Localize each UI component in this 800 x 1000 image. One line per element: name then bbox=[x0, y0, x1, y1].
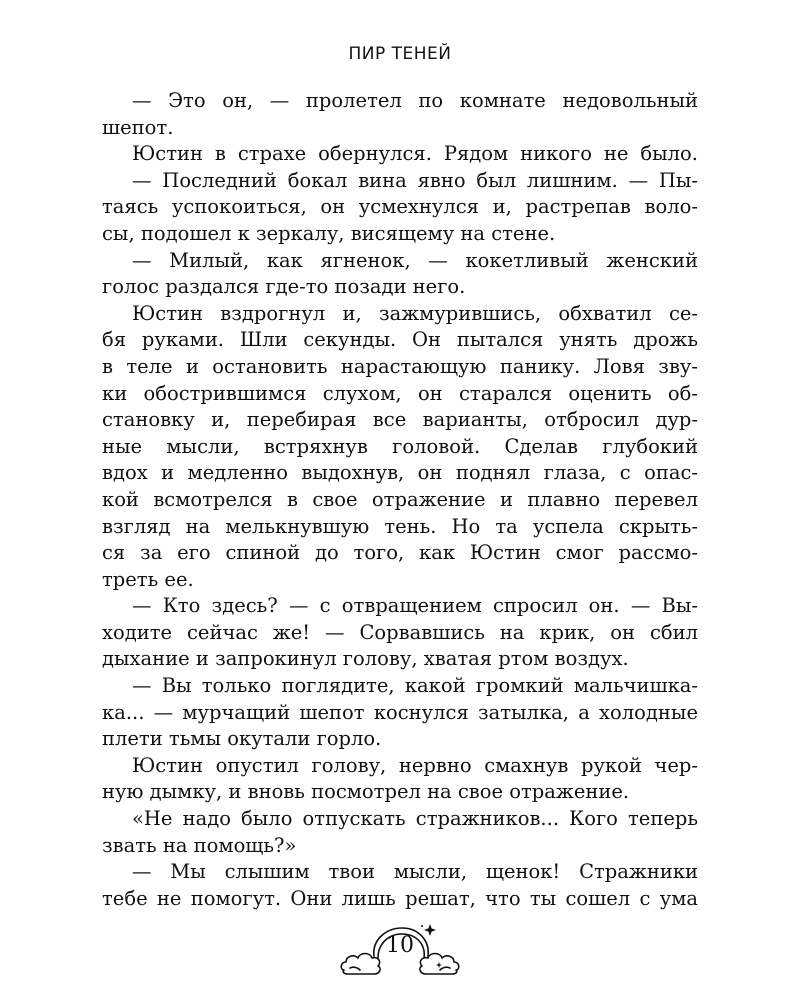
text-line: дыхание и запрокинул голову, хватая ртом воздух. bbox=[102, 647, 629, 671]
text-line: Юстин вздрогнул и, зажмурившись, обхватил се- bbox=[132, 301, 698, 325]
text-line: Юстин опустил голову, нервно смахнув рукой чер- bbox=[132, 753, 698, 777]
text-line: тебе не помогут. Они лишь решат, что ты сошел с ума bbox=[102, 886, 698, 910]
text-line: — Последний бокал вина явно был лишним. — Пы- bbox=[132, 168, 698, 192]
text-line: сы, подошел к зеркалу, висящему на стене. bbox=[102, 221, 556, 245]
text-line: — Вы только поглядите, какой громкий мальчишка- bbox=[132, 674, 698, 698]
text-line: ка... — мурчащий шепот коснулся затылка, а холодные bbox=[102, 700, 698, 724]
text-line: бя руками. Шли секунды. Он пытался унять дрожь bbox=[102, 328, 698, 352]
text-line: становку и, перебирая все варианты, отбросил дур- bbox=[102, 408, 698, 432]
text-line: треть ее. bbox=[102, 567, 194, 591]
text-line: ные мысли, встряхнув головой. Сделав глубокий bbox=[102, 434, 698, 458]
body-text bbox=[102, 88, 698, 912]
text-line: взгляд на мелькнувшую тень. Но та успела скрыть- bbox=[102, 514, 698, 538]
text-line: плети тьмы окутали горло. bbox=[102, 727, 382, 751]
text-line: кой всмотрелся в свое отражение и плавно перевел bbox=[102, 487, 698, 511]
text-line: таясь успокоиться, он усмехнулся и, растрепав воло- bbox=[102, 195, 698, 219]
text-line: вдох и медленно выдохнув, он поднял глаза, с опас- bbox=[102, 461, 698, 485]
text-line: ную дымку, и вновь посмотрел на свое отражение. bbox=[102, 780, 630, 804]
text-line: — Кто здесь? — с отвращением спросил он. — Вы- bbox=[132, 594, 698, 618]
text-line: Юстин в страхе обернулся. Рядом никого не было. bbox=[132, 142, 698, 166]
text-line: — Мы слышим твои мысли, щенок! Стражники bbox=[132, 860, 698, 884]
text-line: — Это он, — пролетел по комнате недовольный bbox=[132, 89, 698, 112]
text-line: звать на помощь?» bbox=[102, 833, 297, 857]
page-number: 10 bbox=[386, 933, 414, 958]
text-line: в теле и остановить нарастающую панику. Ловя зву- bbox=[102, 354, 698, 378]
running-head: ПИР ТЕНЕЙ bbox=[348, 44, 452, 64]
text-line: шепот. bbox=[102, 115, 174, 139]
text-line: «Не надо было отпускать стражников... Кого теперь bbox=[132, 807, 698, 831]
text-line: — Милый, как ягненок, — кокетливый женский bbox=[132, 248, 698, 272]
text-line: ся за его спиной до того, как Юстин смог рассмо- bbox=[102, 541, 698, 565]
text-line: ки обострившимся слухом, он старался оценить об- bbox=[102, 381, 698, 405]
text-line: голос раздался где-то позади него. bbox=[102, 275, 466, 299]
text-line: ходите сейчас же! — Сорвавшись на крик, он сбил bbox=[102, 620, 698, 644]
